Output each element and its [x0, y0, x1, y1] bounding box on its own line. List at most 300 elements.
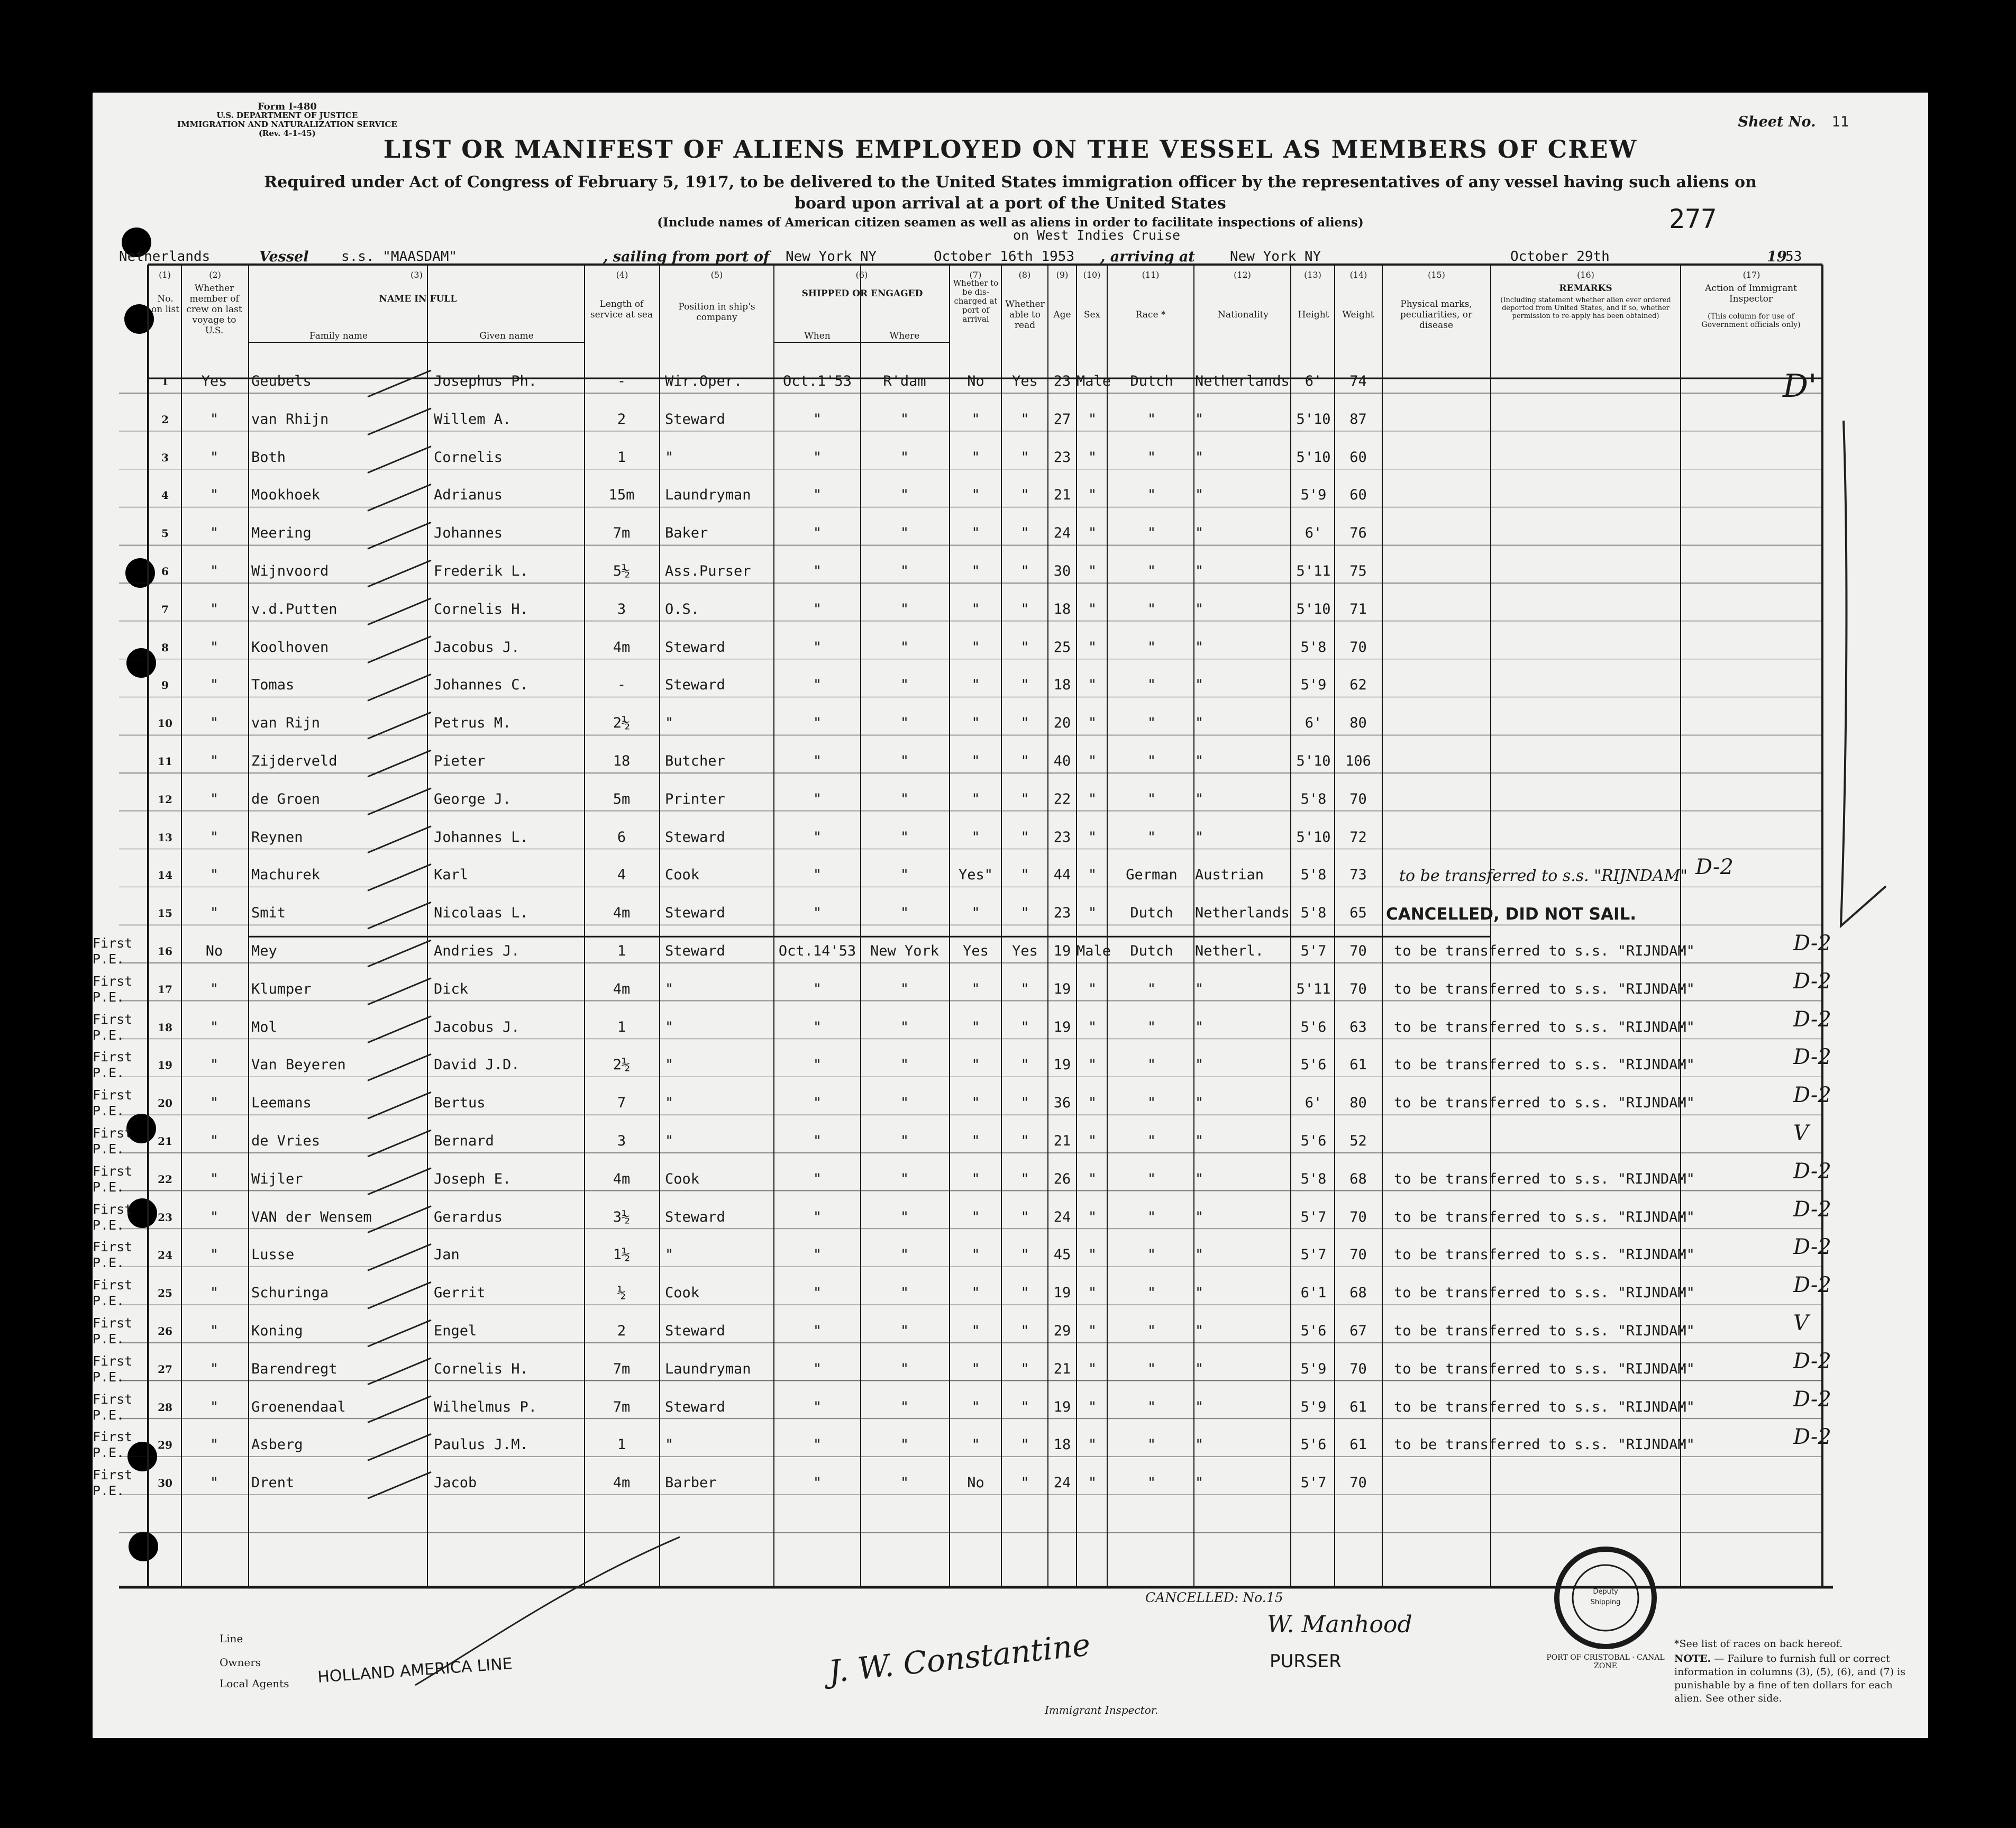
owners-label: Owners [220, 1656, 261, 1669]
nationality: Austrian [1195, 867, 1264, 884]
race: Dutch [1130, 373, 1173, 389]
race: Dutch [1130, 943, 1173, 959]
sheet-value: 11 [1831, 114, 1849, 130]
row-number: 21 [158, 1135, 172, 1148]
service-length: 2 [617, 411, 626, 428]
given-name: Cornelis [434, 449, 503, 466]
height: 5'11 [1296, 980, 1331, 997]
column-number: (11) [1142, 270, 1160, 280]
vessel-nationality: Netherlands [119, 249, 211, 265]
position: " [665, 1133, 674, 1149]
shipped-where: " [900, 829, 909, 845]
first-pe-tag: First P.E. [93, 1353, 133, 1385]
weight: 70 [1349, 790, 1367, 807]
column-number: (6) [855, 270, 868, 280]
family-name: Mol [251, 1018, 277, 1035]
family-name: Van Beyeren [251, 1057, 346, 1074]
age: 18 [1053, 677, 1071, 694]
inspector-label: Immigrant Inspector. [1045, 1704, 1158, 1716]
prior-voyage: " [209, 677, 219, 694]
shipped-where: " [900, 1095, 909, 1112]
weight: 76 [1349, 525, 1367, 542]
given-name: Frederik L. [434, 563, 528, 579]
weight: 52 [1349, 1133, 1367, 1149]
family-name: Leemans [251, 1095, 312, 1112]
race: " [1147, 829, 1156, 845]
header-position: Position in ship's company [678, 302, 755, 323]
row-remark: to be transferred to s.s. "RIJNDAM" [1394, 1208, 1695, 1225]
nationality: " [1195, 1436, 1204, 1453]
column-number: (16) [1577, 270, 1594, 280]
weight: 106 [1345, 753, 1371, 769]
shipped-when: " [813, 1475, 822, 1491]
family-name: Both [251, 449, 286, 466]
weight: 68 [1349, 1170, 1367, 1187]
row-number: 22 [158, 1172, 172, 1186]
penalty-note [1674, 1652, 1918, 1705]
instruction: (Include names of American citizen seamen as well as aliens in order to facilitate inspections of aliens) [657, 215, 1364, 230]
inspector-action: D-2 [1793, 1387, 1831, 1412]
weight: 80 [1349, 1095, 1367, 1112]
prior-voyage: " [209, 601, 219, 617]
given-name: Jacobus J. [434, 1018, 520, 1035]
family-name: Wijnvoord [251, 563, 329, 579]
row-number: 18 [158, 1021, 172, 1034]
shipped-when: " [813, 1170, 822, 1187]
family-name: Smit [251, 905, 286, 922]
shipped-when: " [813, 563, 822, 579]
first-pe-tag: First P.E. [93, 1125, 133, 1157]
age: 23 [1053, 373, 1071, 389]
row-remark: CANCELLED, DID NOT SAIL. [1386, 905, 1637, 924]
weight: 61 [1349, 1436, 1367, 1453]
weight: 62 [1349, 677, 1367, 694]
prior-voyage: Yes [201, 373, 227, 389]
sex: " [1088, 563, 1097, 579]
service-length: 4m [613, 639, 631, 656]
shipped-where: " [900, 1475, 909, 1491]
vessel-label: Vessel [259, 249, 309, 265]
page-title: LIST OR MANIFEST OF ALIENS EMPLOYED ON THE VESSEL AS MEMBERS OF CREW [383, 135, 1638, 163]
row-remark: to be transferred to s.s. "RIJNDAM" [1394, 943, 1695, 959]
given-name: Cornelis H. [434, 1360, 528, 1377]
age: 29 [1053, 1323, 1071, 1339]
header-sex: Sex [1083, 310, 1101, 320]
prior-voyage: " [209, 525, 219, 542]
row-number: 13 [158, 831, 172, 844]
service-length: 2½ [613, 1057, 631, 1074]
prior-voyage: " [209, 790, 219, 807]
height: 5'6 [1300, 1436, 1327, 1453]
inspector-action: D-2 [1793, 1045, 1831, 1070]
sex: " [1088, 829, 1097, 845]
discharged: " [971, 1323, 980, 1339]
service-length: ½ [617, 1285, 626, 1302]
header-discharged: Whether to be dis-charged at port of arrival [953, 278, 999, 324]
header-weight: Weight [1342, 310, 1374, 320]
weight: 75 [1349, 563, 1367, 579]
sex: " [1088, 525, 1097, 542]
given-name: Petrus M. [434, 715, 512, 732]
shipped-where: " [900, 639, 909, 656]
nationality: " [1195, 639, 1204, 656]
nationality: " [1195, 1285, 1204, 1302]
row-number: 23 [158, 1211, 172, 1224]
seal-text: PORT OF CRISTOBAL · CANAL ZONE [1546, 1653, 1665, 1670]
sex: " [1088, 867, 1097, 884]
position: " [665, 1247, 674, 1263]
header-prior-voyage: Whether member of crew on last voyage to U.S. [186, 283, 242, 336]
discharged: " [971, 1170, 980, 1187]
given-name: David J.D. [434, 1057, 520, 1074]
race: " [1147, 1436, 1156, 1453]
form-rev: (Rev. 4-1-45) [258, 129, 316, 138]
row-number: 9 [161, 679, 169, 692]
able-to-read: " [1020, 829, 1029, 845]
prior-voyage: " [209, 1436, 219, 1453]
race: " [1147, 715, 1156, 732]
given-name: Dick [434, 980, 469, 997]
nationality: " [1195, 829, 1204, 845]
position: Steward [665, 829, 725, 845]
height: 6' [1305, 715, 1322, 732]
header-no: No. on list [151, 294, 180, 315]
race: " [1147, 1475, 1156, 1491]
race: " [1147, 1170, 1156, 1187]
nationality: " [1195, 1323, 1204, 1339]
position: " [665, 715, 674, 732]
service-length: 5½ [613, 563, 631, 579]
given-name: Johannes C. [434, 677, 528, 694]
able-to-read: " [1020, 1018, 1029, 1035]
prior-voyage: " [209, 753, 219, 769]
row-remark: to be transferred to s.s. "RIJNDAM" [1394, 1095, 1695, 1112]
sex: " [1088, 1095, 1097, 1112]
service-length: 7m [613, 1398, 631, 1415]
given-name: Nicolaas L. [434, 905, 528, 922]
family-name: Wijler [251, 1170, 303, 1187]
header-physical: Physical marks, peculiarities, or disease [1400, 299, 1473, 331]
row-number: 17 [158, 983, 172, 996]
sex: " [1088, 905, 1097, 922]
prior-voyage: " [209, 829, 219, 845]
header-remarks: REMARKS [1559, 283, 1612, 294]
row-number: 28 [158, 1400, 172, 1414]
header-shipped: SHIPPED OR ENGAGED [801, 288, 923, 299]
service-length: 18 [613, 753, 631, 769]
height: 5'8 [1300, 639, 1327, 656]
service-length: 4m [613, 1475, 631, 1491]
nationality: " [1195, 1133, 1204, 1149]
svg-text:Deputy: Deputy [1593, 1588, 1618, 1596]
shipped-when: " [813, 715, 822, 732]
race: " [1147, 1133, 1156, 1149]
nationality: " [1195, 980, 1204, 997]
service-length: 5m [613, 790, 631, 807]
prior-voyage: " [209, 1018, 219, 1035]
shipped-when: " [813, 449, 822, 466]
given-name: Wilhelmus P. [434, 1398, 537, 1415]
age: 19 [1053, 1057, 1071, 1074]
inspector-check-stroke [1841, 421, 1886, 926]
row-number: 19 [158, 1059, 172, 1072]
shipped-where: " [900, 1247, 909, 1263]
shipped-when: " [813, 1247, 822, 1263]
race: " [1147, 1360, 1156, 1377]
first-pe-tag: First P.E. [93, 1277, 133, 1309]
sex: " [1088, 1285, 1097, 1302]
shipped-where: " [900, 677, 909, 694]
row-number: 10 [158, 717, 172, 730]
race: " [1147, 1057, 1156, 1074]
service-length: 2½ [613, 715, 631, 732]
sex: " [1088, 1323, 1097, 1339]
height: 5'6 [1300, 1057, 1327, 1074]
position: " [665, 1018, 674, 1035]
column-number: (14) [1349, 270, 1367, 280]
given-name: George J. [434, 790, 512, 807]
service-length: - [617, 373, 626, 389]
given-name: Jacobus J. [434, 639, 520, 656]
given-name: Paulus J.M. [434, 1436, 528, 1453]
age: 20 [1053, 715, 1071, 732]
height: 5'9 [1300, 1360, 1327, 1377]
sex: " [1088, 601, 1097, 617]
nationality: Netherlands [1195, 905, 1290, 922]
row-number: 7 [161, 603, 169, 616]
age: 30 [1053, 563, 1071, 579]
race: " [1147, 487, 1156, 504]
able-to-read: " [1020, 1323, 1029, 1339]
discharged: " [971, 525, 980, 542]
race: " [1147, 1018, 1156, 1035]
shipped-where: " [900, 867, 909, 884]
header-age: Age [1053, 310, 1071, 320]
row-number: 4 [161, 489, 169, 502]
column-number: (3) [411, 270, 423, 280]
discharged: " [971, 411, 980, 428]
family-name: Lusse [251, 1247, 295, 1263]
row-number: 12 [158, 793, 172, 806]
nationality: " [1195, 715, 1204, 732]
note-prefix: NOTE. [1674, 1653, 1711, 1665]
row-remark: to be transferred to s.s. "RIJNDAM" [1394, 1247, 1695, 1263]
row-number: 20 [158, 1097, 172, 1110]
inspector-action: D-2 [1793, 1007, 1831, 1032]
given-name: Joseph E. [434, 1170, 512, 1187]
weight: 70 [1349, 1247, 1367, 1263]
position: " [665, 1057, 674, 1074]
first-pe-tag: First P.E. [93, 1391, 133, 1423]
age: 21 [1053, 1360, 1071, 1377]
given-name: Andries J. [434, 943, 520, 959]
arrival-port: New York NY [1230, 249, 1321, 265]
header-where: Where [889, 331, 920, 341]
sex: " [1088, 980, 1097, 997]
able-to-read: " [1020, 1133, 1029, 1149]
shipped-when: " [813, 525, 822, 542]
manifest-sheet [93, 93, 1928, 1738]
service-length: 7m [613, 525, 631, 542]
discharged: " [971, 1057, 980, 1074]
service-length: 1 [617, 1018, 626, 1035]
service-length: 1½ [613, 1247, 631, 1263]
sex: " [1088, 753, 1097, 769]
age: 24 [1053, 1208, 1071, 1225]
height: 5'6 [1300, 1018, 1327, 1035]
sex: " [1088, 1398, 1097, 1415]
prior-voyage: " [209, 980, 219, 997]
service-length: 3½ [613, 1208, 631, 1225]
shipped-where: " [900, 753, 909, 769]
height: 5'10 [1296, 601, 1331, 617]
given-name: Gerrit [434, 1285, 486, 1302]
family-name: Reynen [251, 829, 303, 845]
age: 19 [1053, 1398, 1071, 1415]
position: Printer [665, 790, 725, 807]
age: 24 [1053, 1475, 1071, 1491]
position: Steward [665, 677, 725, 694]
weight: 65 [1349, 905, 1367, 922]
service-length: 7 [617, 1095, 626, 1112]
able-to-read: " [1020, 1095, 1029, 1112]
weight: 72 [1349, 829, 1367, 845]
form-service: IMMIGRATION AND NATURALIZATION SERVICE [177, 120, 397, 129]
discharged: " [971, 790, 980, 807]
able-to-read: " [1020, 677, 1029, 694]
sex: " [1088, 790, 1097, 807]
able-to-read: " [1020, 563, 1029, 579]
column-number: (13) [1304, 270, 1321, 280]
height: 5'9 [1300, 487, 1327, 504]
prior-voyage: " [209, 905, 219, 922]
position: Steward [665, 1398, 725, 1415]
given-name: Willem A. [434, 411, 512, 428]
height: 5'10 [1296, 411, 1331, 428]
shipped-where: " [900, 449, 909, 466]
position: Cook [665, 1285, 700, 1302]
family-name: Mookhoek [251, 487, 321, 504]
shipped-when: " [813, 1323, 822, 1339]
prior-voyage: " [209, 1057, 219, 1074]
inspector-action: D-2 [1793, 1159, 1831, 1184]
row-remark: to be transferred to s.s. "RIJNDAM" [1394, 1170, 1695, 1187]
column-number: (7) [969, 270, 982, 280]
nationality: " [1195, 525, 1204, 542]
height: 5'10 [1296, 449, 1331, 466]
shipped-where: " [900, 790, 909, 807]
form-dept: U.S. DEPARTMENT OF JUSTICE [216, 111, 358, 120]
service-length: 4m [613, 905, 631, 922]
weight: 73 [1349, 867, 1367, 884]
shipped-when: " [813, 1398, 822, 1415]
race: " [1147, 980, 1156, 997]
inspector-action: V [1793, 1121, 1809, 1145]
shipped-where: R'dam [883, 373, 926, 389]
family-name: Drent [251, 1475, 295, 1491]
able-to-read: Yes [1012, 943, 1038, 959]
stamp-number: 277 [1669, 204, 1717, 234]
family-name: Tomas [251, 677, 295, 694]
prior-voyage: " [209, 1133, 219, 1149]
prior-voyage: " [209, 1323, 219, 1339]
age: 19 [1053, 1018, 1071, 1035]
row-remark: to be transferred to s.s. "RIJNDAM" [1394, 1436, 1695, 1453]
column-number: (10) [1083, 270, 1101, 280]
shipped-when: " [813, 905, 822, 922]
sex: " [1088, 677, 1097, 694]
family-name: Geubels [251, 373, 312, 389]
position: Steward [665, 905, 725, 922]
header-race: Race * [1135, 310, 1166, 320]
nationality: " [1195, 563, 1204, 579]
prior-voyage: No [205, 943, 223, 959]
sailing-label: , sailing from port of [603, 249, 770, 265]
position: " [665, 449, 674, 466]
race: " [1147, 525, 1156, 542]
service-length: 3 [617, 1133, 626, 1149]
sex: " [1088, 487, 1097, 504]
row-remark: to be transferred to s.s. "RIJNDAM" [1394, 1360, 1695, 1377]
row-number: 5 [161, 527, 169, 540]
prior-voyage: " [209, 1285, 219, 1302]
position: Steward [665, 1323, 725, 1339]
shipped-where: " [900, 411, 909, 428]
cruise-note: on West Indies Cruise [1013, 228, 1181, 243]
position: Wir.Oper. [665, 373, 743, 389]
position: Cook [665, 1170, 700, 1187]
row-remark: to be transferred to s.s. "RIJNDAM" [1394, 1018, 1695, 1035]
inspector-signature: J. W. Constantine [826, 1626, 1092, 1690]
race: " [1147, 677, 1156, 694]
shipped-where: " [900, 905, 909, 922]
height: 5'11 [1296, 563, 1331, 579]
race: " [1147, 563, 1156, 579]
position: Ass.Purser [665, 563, 751, 579]
weight: 63 [1349, 1018, 1367, 1035]
age: 45 [1053, 1247, 1071, 1263]
shipped-where: " [900, 1057, 909, 1074]
row-number: 27 [158, 1362, 172, 1376]
height: 6' [1305, 1095, 1322, 1112]
sex: Male [1077, 943, 1111, 959]
height: 6'1 [1300, 1285, 1327, 1302]
weight: 70 [1349, 943, 1367, 959]
header-name: NAME IN FULL [379, 294, 457, 304]
cancelled-note: CANCELLED: No.15 [1145, 1590, 1283, 1605]
nationality: " [1195, 1247, 1204, 1263]
nationality: " [1195, 1170, 1204, 1187]
form-number: Form I-480 [257, 101, 317, 112]
row-number: 25 [158, 1287, 172, 1300]
prior-voyage: " [209, 563, 219, 579]
able-to-read: " [1020, 1398, 1029, 1415]
sail-date: October 16th 1953 [934, 249, 1075, 265]
inspector-action: D-2 [1793, 1197, 1831, 1222]
given-name: Jan [434, 1247, 460, 1263]
given-name: Jacob [434, 1475, 477, 1491]
position: O.S. [665, 601, 700, 617]
able-to-read: " [1020, 525, 1029, 542]
family-name: Koolhoven [251, 639, 329, 656]
shipped-where: " [900, 601, 909, 617]
row-number: 6 [161, 565, 169, 578]
height: 5'10 [1296, 753, 1331, 769]
discharged: " [971, 829, 980, 845]
nationality: " [1195, 1018, 1204, 1035]
sex: Male [1077, 373, 1111, 389]
age: 21 [1053, 1133, 1071, 1149]
